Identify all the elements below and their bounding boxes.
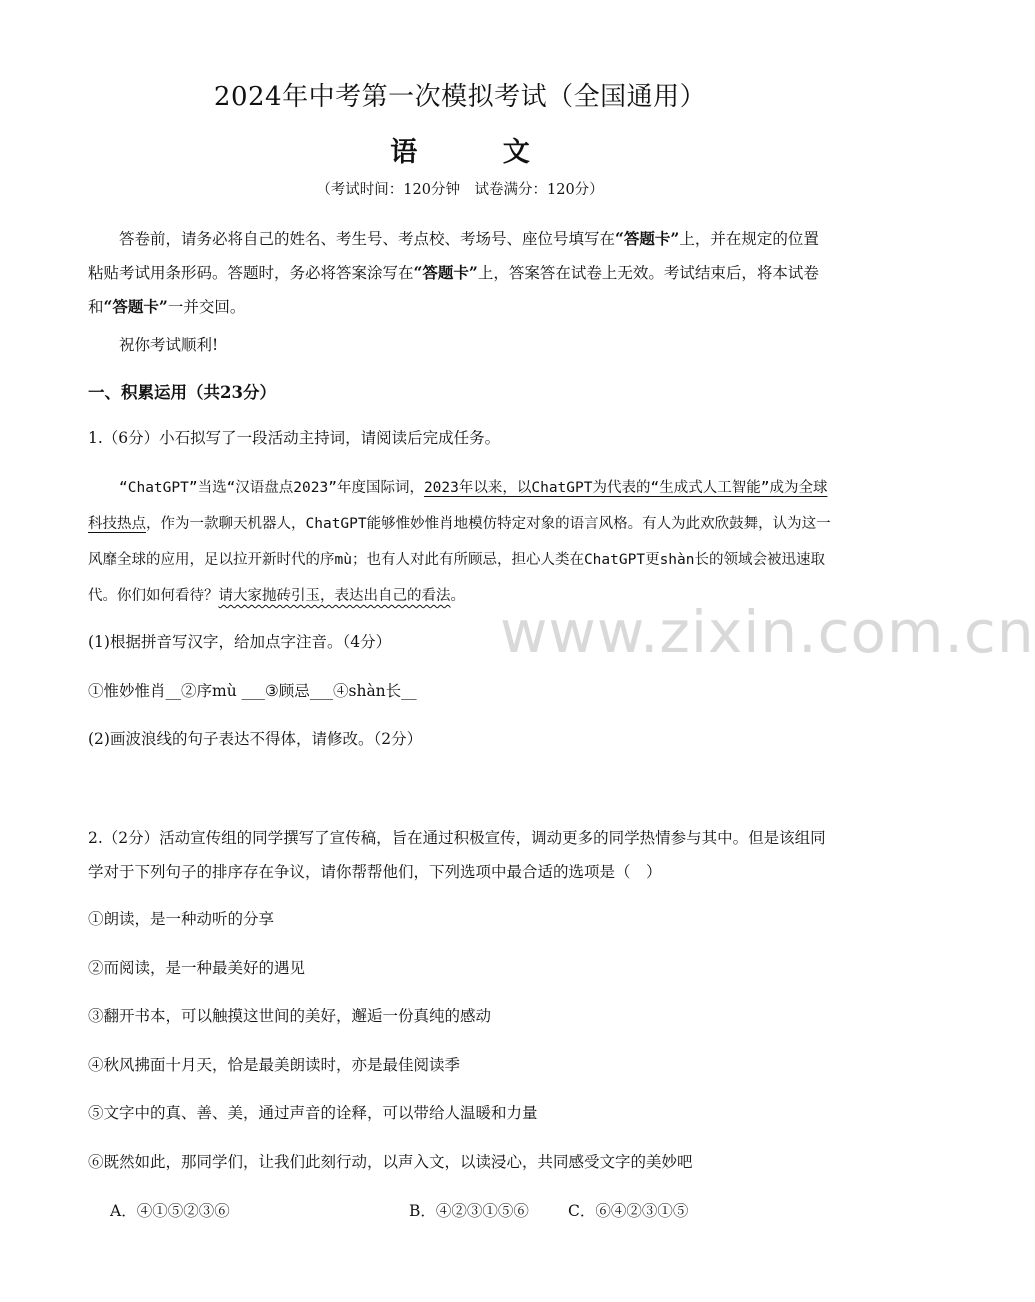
answer-card-term: “答题卡” xyxy=(103,297,168,316)
question-2-item: ①朗读，是一种动听的分享 xyxy=(88,910,275,928)
answer-card-term: “答题卡” xyxy=(413,263,478,282)
question-2-item: ②而阅读，是一种最美好的遇见 xyxy=(88,959,306,977)
question-2-item: ③翻开书本，可以触摸这世间的美好，邂逅一份真纯的感动 xyxy=(88,1007,492,1025)
notice-text: 答卷前，请务必将自己的姓名、考生号、考点校、考场号、座位号填写在 xyxy=(119,230,616,248)
section-heading: 一、积累运用（共23分） xyxy=(88,383,276,402)
good-luck-text: 祝你考试顺利! xyxy=(119,336,219,354)
host-script-passage xyxy=(88,470,834,614)
option-b: B．④②③①⑤⑥ xyxy=(409,1202,529,1220)
question-1-sub-1: (1)根据拼音写汉字，给加点字注音。（4分） xyxy=(88,633,392,651)
watermark: www.zixin.com.cn xyxy=(500,598,1035,666)
question-1-sub-2: (2)画波浪线的句子表达不得体，请修改。（2分） xyxy=(88,730,423,748)
question-2-item: ⑥既然如此，那同学们，让我们此刻行动，以声入文，以读浸心，共同感受文字的美妙吧 xyxy=(88,1153,693,1171)
passage-text: “ChatGPT”当选“汉语盘点2023”年度国际词， xyxy=(119,480,424,496)
exam-info: （考试时间：120分钟 试卷满分：120分） xyxy=(316,182,604,198)
subject-title: 语 文 xyxy=(390,137,568,168)
passage-text: ，作为一款聊天机器人，ChatGPT能够惟妙惟肖地模仿特定对象的语言风格。有人为此欢欣鼓舞，认为这一风靡全球的应用，足以拉开新时代的序mù；也有人对此有所顾忌，担心人类在ChatGPT更shàn长的领域会被迅速取代。你们如何看待？ xyxy=(88,516,831,604)
exam-notice xyxy=(88,222,834,324)
answer-card-term: “答题卡” xyxy=(615,229,680,248)
option-c: C．⑥④②③①⑤ xyxy=(568,1202,689,1220)
exam-title: 2024年中考第一次模拟考试（全国通用） xyxy=(213,82,707,112)
notice-text: 上，答案答在试卷上无效。考试结束后，将本试卷和 xyxy=(88,264,819,316)
question-2-item: ④秋风拂面十月天，恰是最美朗读时，亦是最佳阅读季 xyxy=(88,1056,461,1074)
question-2-stem: 2.（2分）活动宣传组的同学撰写了宣传稿，旨在通过积极宣传，调动更多的同学热情参与其中。但是该组同学对于下列句子的排序存在争议，请你帮帮他们，下列选项中最合适的选项是（ ） xyxy=(88,829,826,881)
passage-text: 。 xyxy=(450,588,465,604)
underlined-sentence: 2023年以来，以ChatGPT为代表的“生成式人工智能”成为全球科技热点 xyxy=(88,480,828,532)
notice-text: 上，并在规定的位置粘贴考试用条形码。答题时，务必将答案涂写在 xyxy=(88,230,819,282)
question-1-stem: 1.（6分）小石拟写了一段活动主持词，请阅读后完成任务。 xyxy=(88,429,501,447)
notice-text: 一并交回。 xyxy=(167,298,246,316)
question-2-item: ⑤文字中的真、善、美，通过声音的诠释，可以带给人温暖和力量 xyxy=(88,1104,538,1122)
option-a: A．④①⑤②③⑥ xyxy=(110,1202,230,1220)
question-1-sub-1-items: ①惟妙惟肖__②序mù ___③顾忌___④shàn长__ xyxy=(88,682,417,700)
wavy-underlined-sentence: 请大家抛砖引玉，表达出自己的看法 xyxy=(218,588,451,604)
